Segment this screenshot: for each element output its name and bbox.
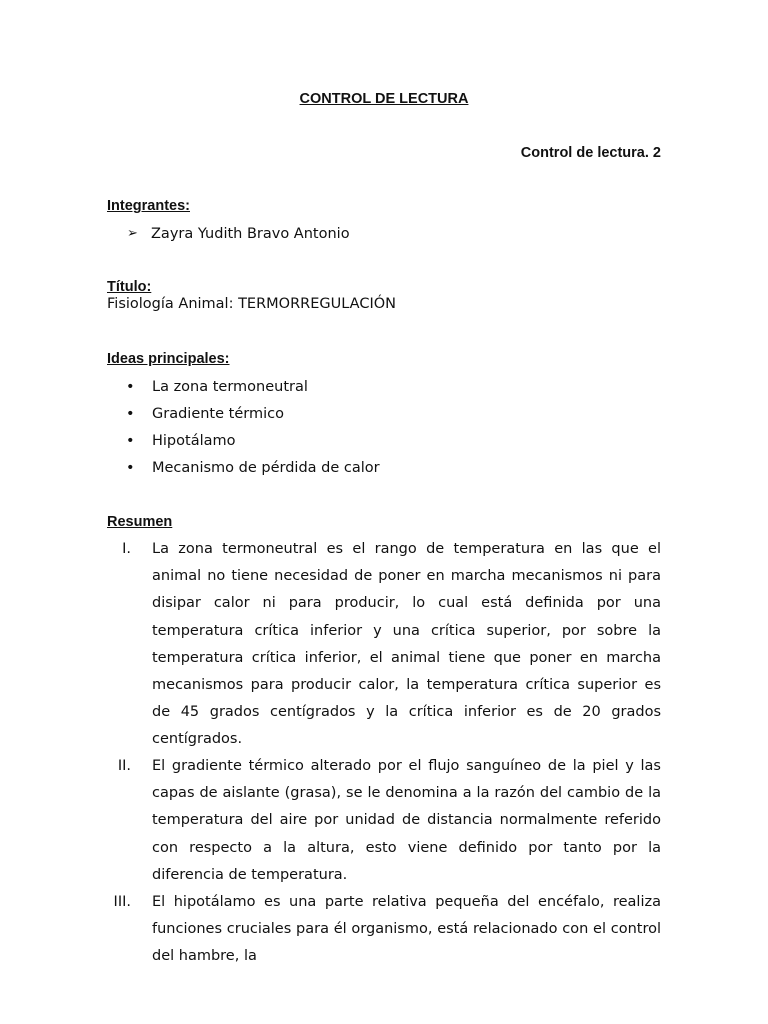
resumen-item-number: II. — [117, 758, 131, 774]
titulo-heading: Título: — [107, 279, 152, 295]
ideas-heading: Ideas principales: — [107, 351, 230, 367]
arrow-bullet-icon: ➢ — [127, 226, 138, 241]
bullet-icon: • — [126, 460, 135, 476]
titulo-value: Fisiología Animal: TERMORREGULACIÓN — [107, 296, 396, 312]
ideas-item-text: Gradiente térmico — [152, 406, 284, 422]
resumen-heading: Resumen — [107, 514, 173, 530]
resumen-item-text: El hipotálamo es una parte relativa pequeña del encéfalo, realiza funciones cruciales para él organismo, está relacionado con el control del hambre, la — [152, 894, 661, 965]
resumen-item-text: El gradiente térmico alterado por el flujo sanguíneo de la piel y las capas de aislante (grasa), se le denomina a la razón del cambio de la temperatura del aire por unidad de distancia normalmente referido con respecto a la altura, esto viene definido por tanto por la diferencia de temperatura. — [152, 758, 661, 883]
ideas-item-text: Hipotálamo — [152, 433, 236, 449]
bullet-icon: • — [126, 406, 135, 422]
document-subtitle: Control de lectura. 2 — [520, 145, 661, 161]
resumen-item-number: I. — [122, 541, 131, 557]
bullet-icon: • — [126, 433, 135, 449]
bullet-icon: • — [126, 379, 135, 395]
document-title: CONTROL DE LECTURA — [299, 91, 469, 107]
ideas-item-text: Mecanismo de pérdida de calor — [152, 460, 380, 476]
ideas-item-text: La zona termoneutral — [152, 379, 308, 395]
integrantes-heading: Integrantes: — [107, 198, 190, 214]
member-name: Zayra Yudith Bravo Antonio — [151, 226, 350, 242]
resumen-item-text: La zona termoneutral es el rango de temperatura en las que el animal no tiene necesidad de poner en marcha mecanismos ni para disipar calor ni para producir, lo cual está definida por una temperatura crítica inferior y una crítica superior, por sobre la temperatura crítica inferior, el animal tiene que poner en marcha mecanismos para producir calor, la temperatura crítica superior es de 45 grados centígrados y la crítica inferior es de 20 grados centígrados. — [152, 541, 661, 748]
resumen-item-number: III. — [113, 894, 131, 910]
